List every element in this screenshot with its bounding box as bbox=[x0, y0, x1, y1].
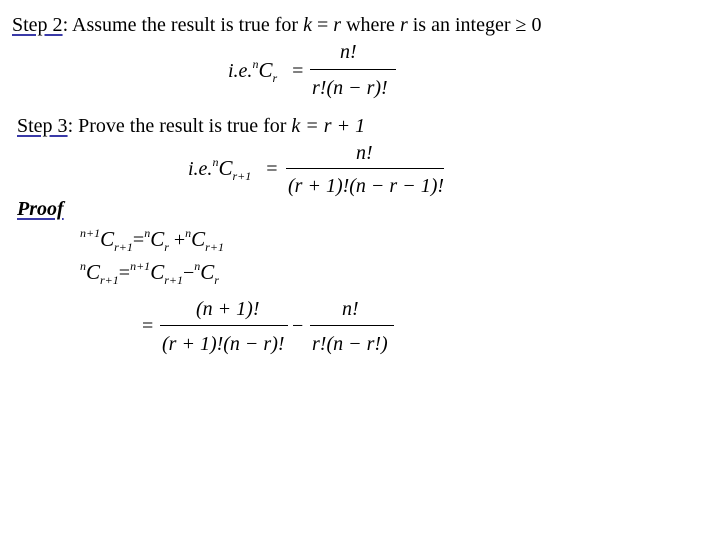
proof-l1-sup2: n bbox=[144, 226, 151, 240]
proof-l3-den2: r!(n − r!) bbox=[312, 333, 388, 355]
eq2-eq: = bbox=[266, 158, 278, 180]
proof-l2-C3: C bbox=[200, 260, 215, 284]
eq2-denominator: (r + 1)!(n − r − 1)! bbox=[288, 175, 445, 197]
proof-l2-sup1: n bbox=[80, 259, 86, 273]
step2-text: Assume the result is true for bbox=[72, 14, 299, 36]
step3-k: k bbox=[291, 115, 301, 137]
proof-l3-minus: − bbox=[292, 315, 304, 337]
proof-l3-den1: (r + 1)!(n − r)! bbox=[162, 333, 285, 355]
proof-l1-sub3: r+1 bbox=[205, 240, 224, 254]
proof-l1-C1: C bbox=[100, 227, 115, 251]
proof-l2-sub3: r bbox=[214, 273, 219, 287]
proof-l2-C2: C bbox=[150, 260, 165, 284]
proof-l3-num1: (n + 1)! bbox=[196, 298, 260, 320]
proof-title-text: Proof bbox=[17, 198, 64, 220]
eq1-n-sup: n bbox=[252, 57, 259, 71]
step2-colon: : bbox=[62, 14, 69, 36]
proof-l3-fraction-bar1 bbox=[160, 325, 288, 326]
step2-tail: is an integer ≥ 0 bbox=[412, 14, 542, 36]
proof-l1-C3: C bbox=[191, 227, 206, 251]
step3-rhs: = r + 1 bbox=[305, 115, 366, 137]
proof-l2-sub1: r+1 bbox=[100, 273, 119, 287]
eq2-fraction-bar bbox=[286, 168, 444, 169]
proof-line1 bbox=[80, 226, 224, 254]
proof-l2-C1: C bbox=[86, 260, 101, 284]
step2-r: r bbox=[333, 14, 342, 36]
step2-where: where bbox=[346, 14, 395, 36]
proof-l2-sub2: r+1 bbox=[164, 273, 183, 287]
proof-title bbox=[17, 199, 64, 219]
proof-l1-sup1: n+1 bbox=[80, 226, 101, 240]
eq1-sub: r bbox=[272, 71, 278, 85]
eq1-ie: i.e. bbox=[228, 60, 253, 82]
proof-l2-minus: − bbox=[182, 262, 195, 284]
step2-label: Step 2 bbox=[12, 14, 63, 36]
step3-colon: : bbox=[67, 115, 74, 137]
eq1-denominator: r!(n − r)! bbox=[312, 77, 388, 99]
step2-line bbox=[12, 15, 541, 35]
proof-l2-sup3: n bbox=[194, 259, 201, 273]
proof-l1-plus: + bbox=[173, 229, 186, 251]
step3-line bbox=[17, 116, 365, 136]
proof-line2 bbox=[80, 259, 219, 287]
step2-r2: r bbox=[399, 14, 408, 36]
proof-l2-eq: = bbox=[118, 262, 131, 284]
proof-l3-num2: n! bbox=[342, 298, 359, 320]
proof-l3-eq: = bbox=[142, 315, 154, 337]
step2-eq: = bbox=[317, 14, 329, 36]
proof-l1-sub1: r+1 bbox=[114, 240, 133, 254]
step3-label: Step 3 bbox=[17, 115, 68, 137]
eq2-lhs bbox=[188, 155, 278, 183]
eq1-numerator: n! bbox=[340, 41, 357, 63]
step3-text: Prove the result is true for bbox=[78, 115, 287, 137]
eq1-lhs bbox=[228, 57, 304, 85]
eq1-C: C bbox=[258, 58, 273, 82]
proof-l1-eq: = bbox=[132, 229, 145, 251]
proof-l3-fraction-bar2 bbox=[310, 325, 394, 326]
proof-l1-sub2: r bbox=[164, 240, 169, 254]
proof-l2-sup2: n+1 bbox=[130, 259, 151, 273]
eq2-ie: i.e. bbox=[188, 158, 213, 180]
eq2-numerator: n! bbox=[356, 142, 373, 164]
eq1-fraction-bar bbox=[310, 69, 396, 70]
eq2-C: C bbox=[218, 156, 233, 180]
eq2-n-sup: n bbox=[212, 155, 219, 169]
proof-l1-sup3: n bbox=[185, 226, 192, 240]
step2-k: k bbox=[303, 14, 312, 36]
eq1-eq: = bbox=[292, 60, 304, 82]
proof-l1-C2: C bbox=[150, 227, 165, 251]
eq2-sub: r+1 bbox=[232, 169, 252, 183]
